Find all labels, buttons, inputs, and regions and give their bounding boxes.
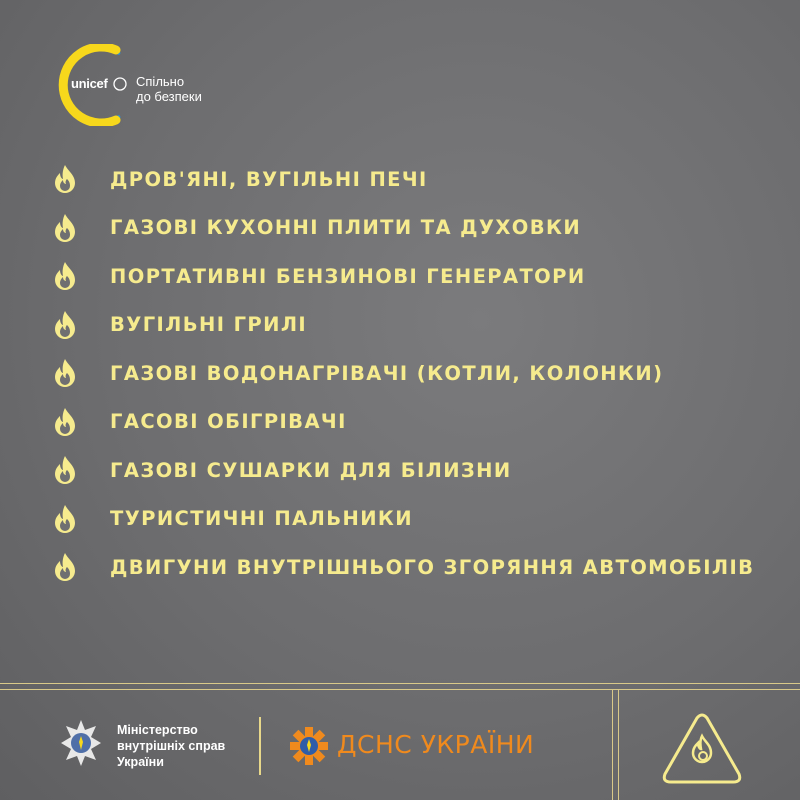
item-label: ДРОВ'ЯНІ, ВУГІЛЬНІ ПЕЧІ bbox=[110, 167, 428, 191]
list-item bbox=[52, 446, 754, 495]
flame-icon bbox=[52, 552, 78, 582]
footer-separator bbox=[259, 717, 261, 775]
list-item bbox=[52, 252, 754, 301]
warning-flame-icon bbox=[661, 712, 743, 786]
item-label: ГАЗОВІ СУШАРКИ ДЛЯ БІЛИЗНИ bbox=[110, 458, 512, 482]
ministry-line: України bbox=[117, 755, 164, 769]
flame-icon bbox=[52, 358, 78, 388]
footer-divider bbox=[618, 689, 619, 800]
ministry-line: Міністерство bbox=[117, 723, 198, 737]
item-label: ГАЗОВІ ВОДОНАГРІВАЧІ (КОТЛИ, КОЛОНКИ) bbox=[110, 361, 664, 385]
flame-icon bbox=[52, 504, 78, 534]
footer-divider bbox=[0, 683, 800, 684]
unicef-logo bbox=[58, 44, 238, 139]
list-item bbox=[52, 204, 754, 253]
ministry-emblem-icon bbox=[60, 718, 102, 768]
flame-icon bbox=[52, 213, 78, 243]
list-item bbox=[52, 155, 754, 204]
flame-icon bbox=[52, 261, 78, 291]
flame-icon bbox=[52, 407, 78, 437]
item-label: ВУГІЛЬНІ ГРИЛІ bbox=[110, 313, 308, 337]
dsns-label: ДСНС УКРАЇНИ bbox=[337, 730, 535, 759]
ministry-line: внутрішніх справ bbox=[117, 739, 226, 753]
logo-tagline-line2: до безпеки bbox=[136, 89, 202, 104]
flame-icon bbox=[52, 310, 78, 340]
hazard-list bbox=[52, 155, 754, 592]
dsns-emblem-icon bbox=[288, 725, 330, 767]
flame-icon bbox=[52, 164, 78, 194]
item-label: ДВИГУНИ ВНУТРІШНЬОГО ЗГОРЯННЯ АВТОМОБІЛІВ bbox=[110, 555, 755, 579]
footer-divider bbox=[0, 689, 800, 690]
item-label: ГАСОВІ ОБІГРІВАЧІ bbox=[110, 410, 347, 434]
list-item bbox=[52, 349, 754, 398]
list-item bbox=[52, 543, 754, 592]
list-item bbox=[52, 495, 754, 544]
footer-divider bbox=[612, 689, 613, 800]
item-label: ТУРИСТИЧНІ ПАЛЬНИКИ bbox=[110, 507, 413, 531]
item-label: ГАЗОВІ КУХОННІ ПЛИТИ ТА ДУХОВКИ bbox=[110, 216, 582, 240]
item-label: ПОРТАТИВНІ БЕНЗИНОВІ ГЕНЕРАТОРИ bbox=[110, 264, 586, 288]
logo-tagline bbox=[136, 74, 256, 104]
list-item bbox=[52, 301, 754, 350]
logo-name: unicef bbox=[71, 76, 108, 91]
ministry-name bbox=[117, 722, 247, 770]
flame-icon bbox=[52, 455, 78, 485]
logo-tagline-line1: Спільно bbox=[136, 74, 185, 89]
list-item bbox=[52, 398, 754, 447]
